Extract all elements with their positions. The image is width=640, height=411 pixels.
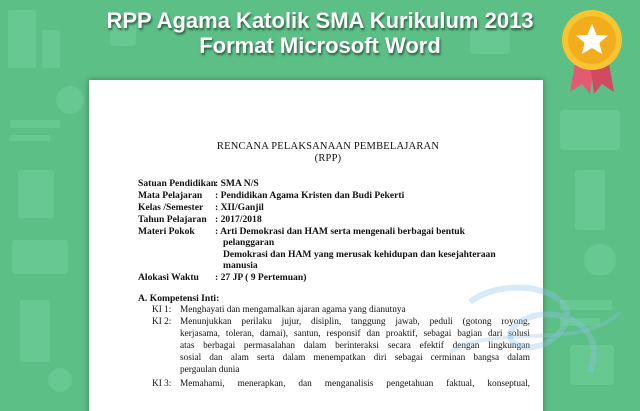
field-value: : XII/Ganjil (215, 202, 264, 213)
ki-text-line: Menunjukkan perilaku jujur, disiplin, tanggung jawab, peduli (gotong royong, (180, 317, 530, 327)
field-label: Kelas /Semester (138, 202, 204, 213)
field-label: Alokasi Waktu (138, 272, 199, 283)
field-value: : SMA N/S (215, 178, 259, 189)
field-label: Tahun Pelajaran (138, 214, 207, 225)
field-value-continued: pelanggaran (223, 237, 275, 248)
ki-text: Menghayati dan mengamalkan ajaran agama yang dianutnya (180, 305, 406, 315)
field-label: Mata Pelajaran (138, 190, 203, 201)
ki-text-line: sosial dan alam serta dalam menempatkan diri sebagai cerminan bangsa dalam (180, 353, 530, 363)
ki-text: Memahami, menerapkan, dan menganalisis pengetahuan faktual, konseptual, (180, 379, 530, 389)
field-value-continued: manusia (223, 260, 258, 271)
field-label: Satuan Pendidikan (138, 178, 217, 189)
ki-text-line: pergaulan dunia (180, 365, 240, 375)
ki-label: KI 1: (152, 305, 172, 315)
field-label: Materi Pokok (138, 226, 195, 237)
section-heading: A. Kompetensi Inti: (138, 293, 220, 304)
document-subheading: (RPP) (314, 153, 342, 164)
ki-text-line: atas berbagai permasalahan dalam berinteraksi secara efektif dengan lingkungan (180, 341, 530, 351)
ki-label: KI 3: (152, 379, 172, 389)
field-value: : Arti Demokrasi dan HAM serta mengenali berbagai bentuk (215, 226, 465, 237)
ki-text-line: kerjasama, toleran, damai), santun, responsif dan proaktif, sebagai bagian dari solusi (180, 329, 530, 339)
field-value: : 2017/2018 (215, 214, 262, 225)
watermark-swirl (440, 282, 630, 392)
star-badge-icon (556, 8, 628, 94)
field-value: : Pendidikan Agama Kristen dan Budi Pekerti (215, 190, 405, 201)
document-heading: RENCANA PELAKSANAAN PEMBELAJARAN (216, 141, 440, 152)
banner-title-line1: RPP Agama Katolik SMA Kurikulum 2013 (106, 8, 534, 33)
banner-title-line2: Format Microsoft Word (199, 33, 441, 58)
field-value: : 27 JP ( 9 Pertemuan) (215, 272, 307, 283)
field-value-continued: Demokrasi dan HAM yang merusak kehidupan dan kesejahteraan (223, 249, 496, 260)
ki-label: KI 2: (152, 317, 172, 327)
